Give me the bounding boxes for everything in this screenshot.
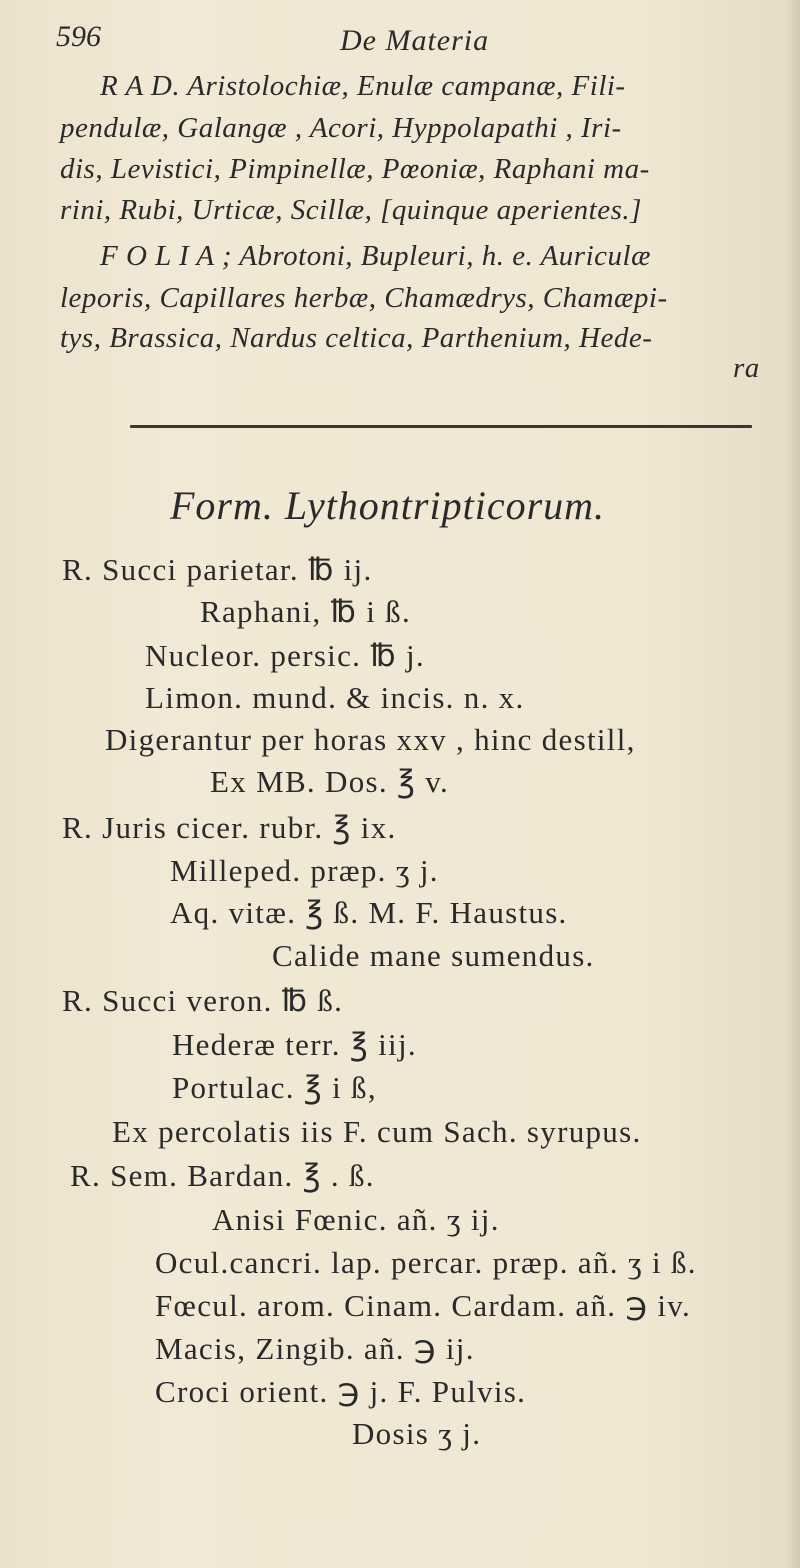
page-edge-shadow <box>786 0 800 1568</box>
recipe-line: R. Juris cicer. rubr. ℥ ix. <box>62 810 397 845</box>
recipe-line: Digerantur per horas xxv , hinc destill, <box>105 722 636 757</box>
page-number: 596 <box>56 20 101 53</box>
text-line: tys, Brassica, Nardus celtica, Parthenium, Hede- <box>60 322 653 354</box>
text-line: leporis, Capillares herbæ, Chamædrys, Chamæpi- <box>60 282 668 314</box>
text-line: dis, Levistici, Pimpinellæ, Pœoniæ, Raphani ma- <box>60 153 650 185</box>
text-line: R A D. Aristolochiæ, Enulæ campanæ, Fili- <box>100 70 626 102</box>
recipe-line: Ex MB. Dos. ℥ v. <box>210 764 450 799</box>
recipe-line: Raphani, ℔ i ß. <box>200 594 412 629</box>
text-line: ra <box>733 352 760 384</box>
recipe-line: Aq. vitæ. ℥ ß. M. F. Haustus. <box>170 895 568 930</box>
recipe-line: Nucleor. persic. ℔ j. <box>145 638 425 673</box>
recipe-line: Anisi Fœnic. añ. ʒ ij. <box>212 1202 500 1237</box>
recipe-line: Ex percolatis iis F. cum Sach. syrupus. <box>112 1114 642 1149</box>
text-line: F O L I A ; Abrotoni, Bupleuri, h. e. Auriculæ <box>100 240 651 272</box>
recipe-line: Dosis ʒ j. <box>352 1416 482 1451</box>
recipe-line: Macis, Zingib. añ. ℈ ij. <box>155 1331 475 1366</box>
recipe-line: Milleped. præp. ʒ j. <box>170 853 439 888</box>
section-rule <box>130 425 752 428</box>
text-line: rini, Rubi, Urticæ, Scillæ, [quinque aperientes.] <box>60 194 642 226</box>
recipe-line: Portulac. ℥ i ß, <box>172 1070 377 1105</box>
recipe-line: Croci orient. ℈ j. F. Pulvis. <box>155 1374 527 1409</box>
recipe-line: R. Succi parietar. ℔ ij. <box>62 552 373 587</box>
recipe-line: Calide mane sumendus. <box>272 938 595 973</box>
recipe-line: Fœcul. arom. Cinam. Cardam. añ. ℈ iv. <box>155 1288 692 1323</box>
recipe-line: Hederæ terr. ℥ iij. <box>172 1027 417 1062</box>
text-line: pendulæ, Galangæ , Acori, Hyppolapathi , Iri- <box>60 112 622 144</box>
recipe-line: R. Succi veron. ℔ ß. <box>62 983 344 1018</box>
recipe-line: Limon. mund. & incis. n. x. <box>145 680 525 715</box>
running-head: De Materia <box>340 24 490 57</box>
section-heading: Form. Lythontripticorum. <box>170 483 606 528</box>
recipe-line: R. Sem. Bardan. ℥ . ß. <box>70 1158 375 1193</box>
recipe-line: Ocul.cancri. lap. percar. præp. añ. ʒ i ß. <box>155 1245 697 1280</box>
